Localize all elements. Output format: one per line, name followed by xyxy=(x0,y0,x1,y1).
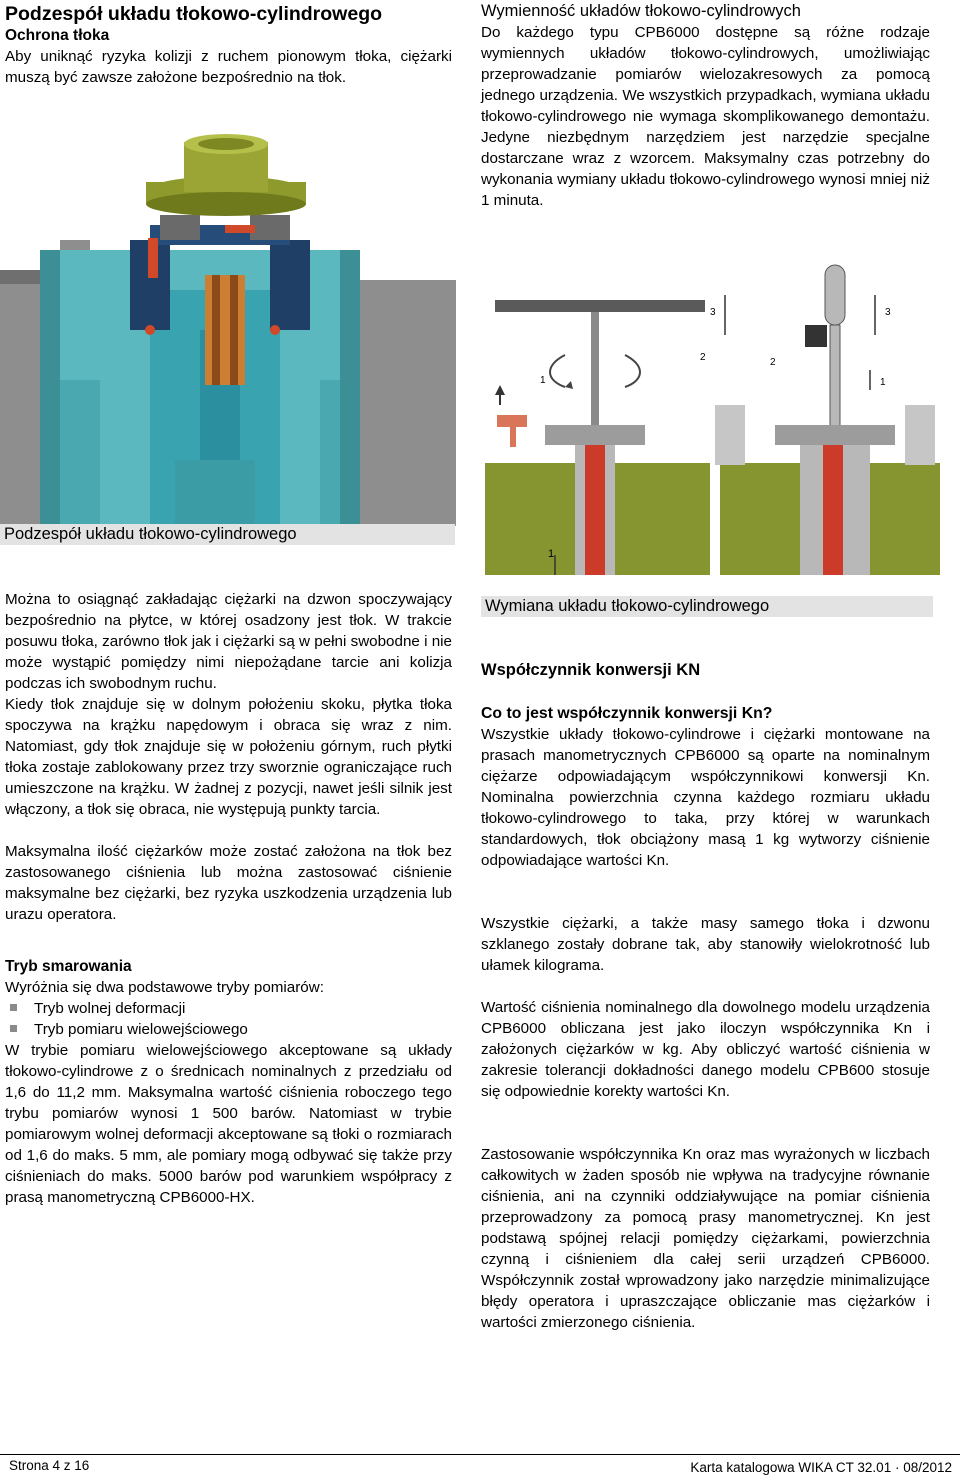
arrow-label-1: 1 xyxy=(548,548,555,560)
label-3-left: 3 xyxy=(710,307,716,318)
label-1: 1 xyxy=(540,375,546,386)
subsection-title: Współczynnik konwersji KN xyxy=(481,661,701,679)
paragraph: Aby uniknąć ryzyka kolizji z ruchem pionowym tłoka, ciężarki muszą być zawsze założone bezpośrednio na tłok. xyxy=(5,48,452,86)
label-2: 2 xyxy=(770,357,776,368)
paragraph: Do każdego typu CPB6000 dostępne są różne rodzaje wymiennych układów tłokowo-cylindrowych, umożliwiając przeprowadzanie pomiarów wielozakresowych za pomocą jednego urządzenia. We wszystkich przypadkach, wymiana układu tłokowo-cylindrowego nie wymaga skomplikowanego demontażu. Jedyne niezbędnym narzędziem jest narzędzie specjalne dostarczane wraz z wzorcem. Maksymalny czas potrzebny do wykonania wymiany układu tłokowo-cylindrowego wynosi mniej niż 1 minuta. xyxy=(481,24,930,209)
label-3: 3 xyxy=(885,307,891,318)
paragraph: Wszystkie ciężarki, a także masy samego tłoka i dzwonu szklanego zostały dobrane tak, aby stanowiły wielokrotność lub ułamek kilograma. xyxy=(481,915,930,974)
piston-exchange-illustration xyxy=(485,255,940,575)
label-2-left: 2 xyxy=(700,352,706,363)
paragraph: Wartość ciśnienia nominalnego dla dowolnego modelu urządzenia CPB6000 obliczana jest jako iloczyn współczynnika Kn i założonych ciężarków w kg. Aby obliczyć wartość ciśnienia w zakresie tolerancji dokładności danego modelu CPB600 stosuje się odpowiednie korekty wartości Kn. xyxy=(481,999,930,1100)
subsection-title: Tryb smarowania xyxy=(5,958,132,975)
list-item: Tryb wolnej deformacji xyxy=(5,998,452,1019)
right-body-block xyxy=(481,659,930,1333)
page-number: Strona 4 z 16 xyxy=(9,1458,90,1473)
section-title: Wymienność układów tłokowo-cylindrowych xyxy=(481,2,801,20)
figure-caption: Wymiana układu tłokowo-cylindrowego xyxy=(481,596,933,617)
paragraph: Zastosowanie współczynnika Kn oraz mas wyrażonych w liczbach całkowitych w żaden sposób nie wpływa na tradycyjne równanie ciśnienia, ani na czynniki oddziaływujące na pomiar ciśnienia przeprowadzony za pomocą prasy manometrycznej. Kn jest podstawą spójnej relacji pomiędzy ciężarkami, powierzchnia czynną i ciśnieniem dla całej serii urządzeń CPB6000. Współczynnik został wprowadzony jako narzędzie minimalizujące błędy operatora i upraszczające obliczanie mas ciężarków i wartości zmierzonego ciśnienia. xyxy=(481,1146,930,1331)
paragraph: Wyróżnia się dwa podstawowe tryby pomiarów: xyxy=(5,979,324,996)
section-title: Podzespół układu tłokowo-cylindrowego xyxy=(5,3,383,25)
piston-cylinder-cutaway-illustration xyxy=(0,130,456,526)
subsection-title: Ochrona tłoka xyxy=(5,27,110,44)
right-top-block xyxy=(481,0,930,211)
catalog-reference: Karta katalogowa WIKA CT 32.01 · 08/2012 xyxy=(690,1460,952,1475)
paragraph: W trybie pomiaru wielowejściowego akceptowane są układy tłokowo-cylindrowe z o średnicach nominalnych z przedziału od 1,6 do 11,2 mm. Maksymalna wartość ciśnienia roboczego tego trybu pomiarów wynosi 1 500 barów. Natomiast w trybie pomiarowym wolnej deformacji akceptowane są tłoki o rozmiarach od 1,6 do maks. 5 mm, ale pomiary mogą odbywać się także przy ciśnieniach do maks. 5000 barów pod warunkiem współpracy z prasą manometryczną CPB6000-HX. xyxy=(5,1042,452,1206)
figure-caption: Podzespół układu tłokowo-cylindrowego xyxy=(0,524,455,545)
question-title: Co to jest współczynnik konwersji Kn? xyxy=(481,705,773,722)
paragraph: Kiedy tłok znajduje się w dolnym położeniu skoku, płytka tłoka spoczywa na krążku napędowym i obraca się wraz z nim. Natomiast, gdy tłok znajduje się w położeniu górnym, ruch płytki tłoka zostaje zablokowany przez trzy sworznie ograniczające ruch umieszczone na krążku. W żadnej z pozycji, nawet jeśli silnik jest włączony, a tłok się obraca, nie występują punkty tarcia. xyxy=(5,696,452,818)
label-1-right: 1 xyxy=(880,377,886,388)
paragraph: Można to osiągnąć zakładając ciężarki na dzwon spoczywający bezpośrednio na płytce, w której osadzony jest tłok. W trakcie posuwu tłoka, zarówno tłok jak i ciężarki są w pełni swobodne i nie może wystąpić pomiędzy nimi niepożądane tarcie ani kolizja podczas ich swobodnym ruchu. xyxy=(5,591,452,692)
modes-list xyxy=(5,998,452,1040)
list-item: Tryb pomiaru wielowejściowego xyxy=(5,1019,452,1040)
paragraph: Wszystkie układy tłokowo-cylindrowe i ciężarki montowane na prasach manometrycznych CPB6000 są oparte na nominalnym ciężarze odpowiadającym współczynnikowi konwersji Kn. Nominalna powierzchnia czynna każdego rozmiaru układu tłokowo-cylindrowego to taka, przy której w warunkach standardowych, tłok obciążony masą 1 kg wytworzy ciśnienie odpowiadające wartości Kn. xyxy=(481,726,930,869)
left-body-block xyxy=(5,589,452,1208)
left-top-block xyxy=(5,3,452,88)
footer-rule xyxy=(0,1454,960,1455)
paragraph: Maksymalna ilość ciężarków może zostać założona na tłok bez zastosowanego ciśnienia lub można zastosować ciśnienie maksymalne bez ciężarki, bez ryzyka uszkodzenia urządzenia lub urazu operatora. xyxy=(5,843,452,923)
